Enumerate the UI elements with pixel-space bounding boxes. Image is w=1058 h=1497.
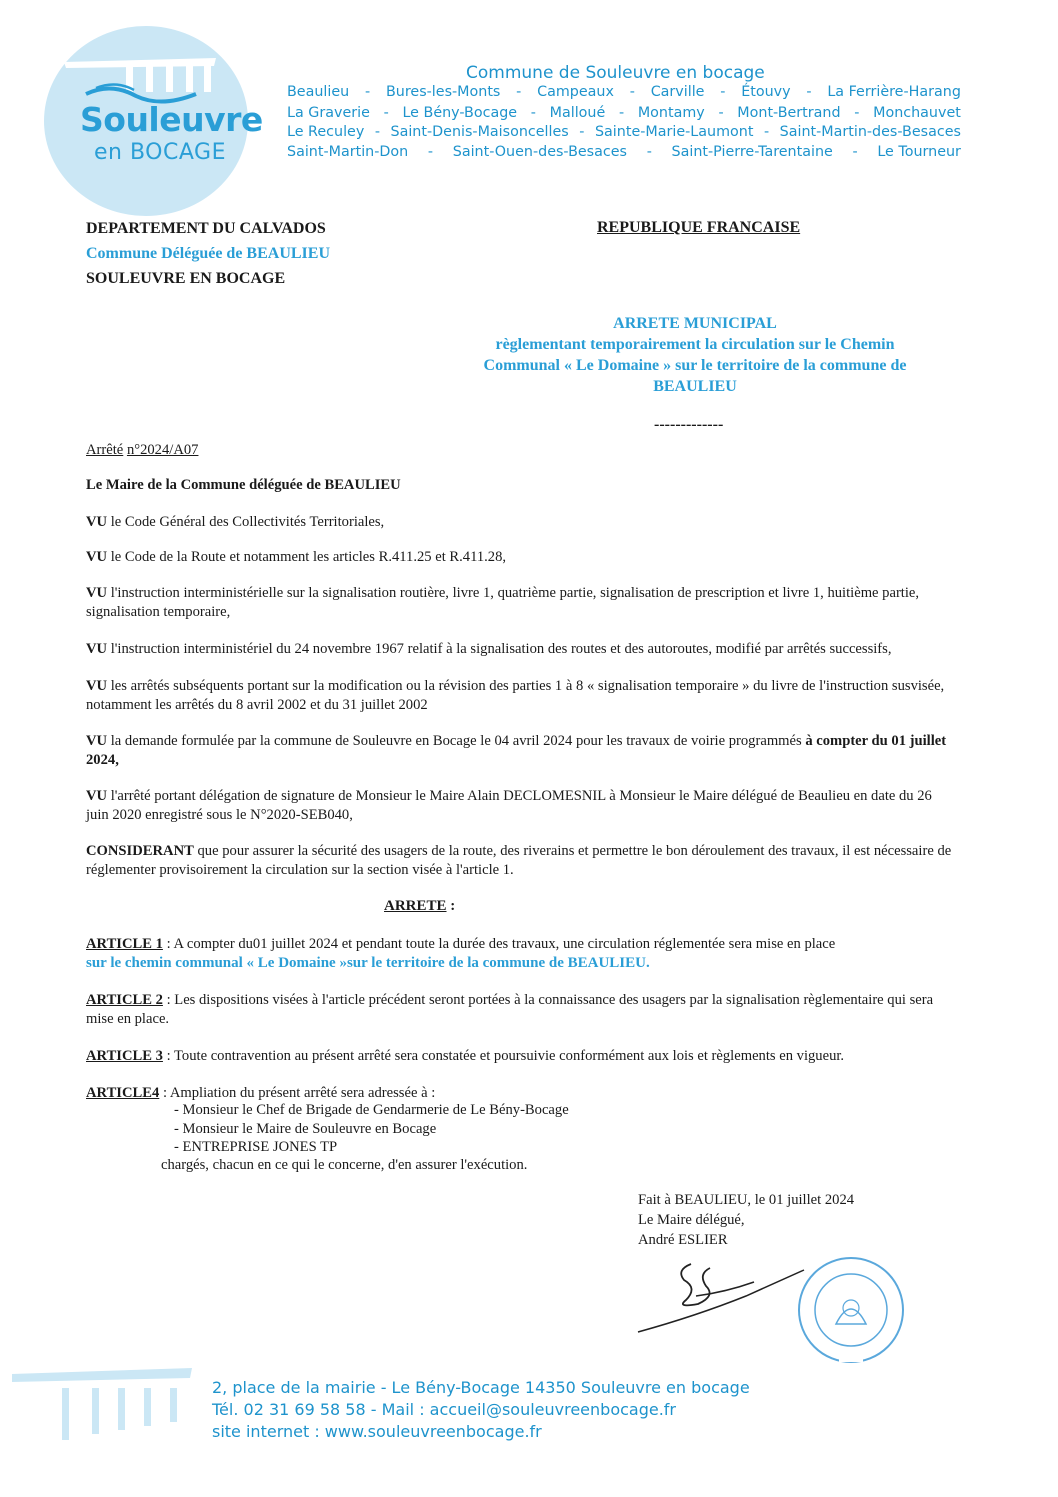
arrete-title: ARRETE MUNICIPAL règlementant temporairement la circulation sur le Chemin Communal « Le Domaine » sur le territoire de la commune de BEAULIEU (483, 315, 907, 395)
footer-address: 2, place de la mairie - Le Bény-Bocage 14350 Souleuvre en bocage (212, 1378, 750, 1397)
vu-paragraph-7: VU l'arrêté portant délégation de signature de Monsieur le Maire Alain DECLOMESNIL à Monsieur le Maire délégué de Beaulieu en date du 26 juin 2020 enregistré sous le N°2020-SEB040, (86, 788, 932, 823)
commune-heading: SOULEUVRE EN BOCAGE (86, 270, 286, 287)
recipient-item: - Monsieur le Maire de Souleuvre en Bocage (174, 1121, 437, 1137)
commune-list-line-4: Saint-Martin-Don - Saint-Ouen-des-Besaces - Saint-Pierre-Tarentaine - Le Tourneur (287, 144, 961, 160)
article-2: ARTICLE 2 : Les dispositions visées à l'article précédent seront portées à la connaissance des usagers par la signalisation règlementaire qui sera mise en place. (86, 992, 934, 1027)
vu-paragraph-2: VU le Code de la Route et notamment les articles R.411.25 et R.411.28, (86, 549, 507, 565)
commune-list-line-2: La Graverie - Le Bény-Bocage - Malloué - Montamy - Mont-Bertrand - Monchauvet (287, 105, 961, 121)
signature-place-date: Fait à BEAULIEU, le 01 juillet 2024 (638, 1192, 855, 1208)
department-heading: DEPARTEMENT DU CALVADOS (86, 220, 326, 237)
article-1: ARTICLE 1 : A compter du01 juillet 2024 et pendant toute la durée des travaux, une circulation réglementée sera mise en place sur le chemin communal « Le Domaine »sur le territoire de la commune de BEAULIEU. (86, 936, 836, 971)
vu-paragraph-3: VU l'instruction interministérielle sur la signalisation routière, livre 1, quatrième partie, signalisation de prescription et livre 1, huitième partie, signalisation temporaire, (86, 585, 920, 620)
official-seal-stamp-icon (796, 1254, 906, 1366)
arrete-heading: ARRETE : (384, 898, 456, 914)
footer-bridge-icon (12, 1368, 197, 1448)
footer-contact: Tél. 02 31 69 58 58 - Mail : accueil@souleuvreenbocage.fr (212, 1400, 676, 1419)
commune-list-line-1: Beaulieu - Bures-les-Monts - Campeaux - Carville - Étouvy - La Ferrière-Harang (287, 84, 961, 100)
maire-heading: Le Maire de la Commune déléguée de BEAULIEU (86, 477, 401, 493)
commune-list-line-3: Le Reculey - Saint-Denis-Maisoncelles - Sainte-Marie-Laumont - Saint-Martin-des-Besaces (287, 124, 961, 140)
vu-paragraph-4: VU l'instruction interministériel du 24 novembre 1967 relatif à la signalisation des routes et des autoroutes, modifié par arrêtés successifs, (86, 641, 892, 657)
article-3: ARTICLE 3 : Toute contravention au présent arrêté sera constatée et poursuivie conformément aux lois et règlements en vigueur. (86, 1048, 845, 1064)
title-separator: ------------- (654, 416, 724, 433)
commune-title: Commune de Souleuvre en bocage (466, 63, 765, 83)
commune-deleguee-heading: Commune Déléguée de BEAULIEU (86, 245, 330, 262)
article-4: ARTICLE4 : Ampliation du présent arrêté sera adressée à : (86, 1085, 436, 1101)
recipient-item: - Monsieur le Chef de Brigade de Gendarmerie de Le Bény-Bocage (174, 1102, 569, 1118)
vu-paragraph-1: VU le Code Général des Collectivités Territoriales, (86, 514, 385, 530)
signature-role: Le Maire délégué, (638, 1212, 745, 1228)
republique-heading: REPUBLIQUE FRANCAISE (597, 219, 801, 236)
footer-website: site internet : www.souleuvreenbocage.fr (212, 1422, 542, 1441)
signature-name: André ESLIER (638, 1232, 728, 1248)
considerant-paragraph: CONSIDERANT que pour assurer la sécurité des usagers de la route, des riverains et permettre le bon déroulement des travaux, il est nécessaire de réglementer provisoirement la circulation sur la section visée à l'article 1. (86, 843, 952, 878)
logo-text-en-bocage: en BOCAGE (94, 140, 226, 165)
arrete-number: Arrêté n°2024/A07 (86, 442, 199, 458)
logo-text-souleuvre: Souleuvre (80, 100, 263, 139)
recipient-item: - ENTREPRISE JONES TP (174, 1139, 338, 1155)
vu-paragraph-6: VU la demande formulée par la commune de Souleuvre en Bocage le 04 avril 2024 pour les travaux de voirie programmés à compter du 01 juillet 2024, (86, 733, 947, 768)
vu-paragraph-5: VU les arrêtés subséquents portant sur la modification ou la révision des parties 1 à 8 « signalisation temporaire » du livre de l'instruction susvisée, notamment les arrêtés du 8 avril 2002 et du 31 juillet 2002 (86, 678, 945, 713)
execution-clause: chargés, chacun en ce qui le concerne, d'en assurer l'exécution. (161, 1157, 528, 1173)
